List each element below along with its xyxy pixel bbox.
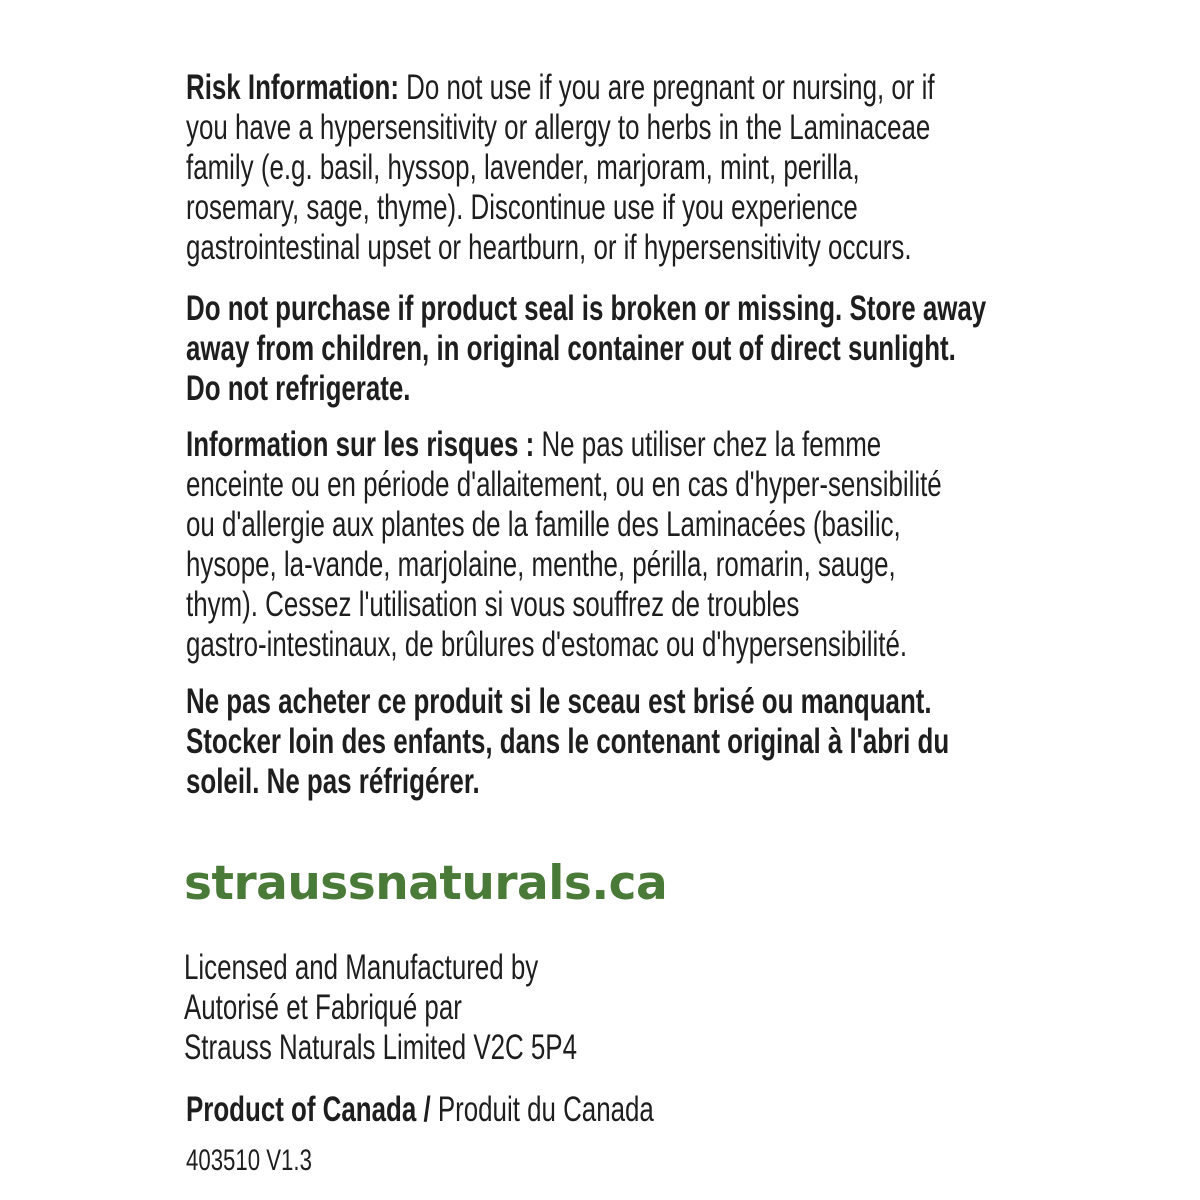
product-origin: [186, 1090, 818, 1130]
manufacturer-line: Strauss Naturals Limited V2C 5P4: [184, 1028, 577, 1067]
warning-text-line: soleil. Ne pas réfrigérer.: [186, 762, 480, 801]
risk-text-line: ou d'allergie aux plantes de la famille des Laminacées (basilic,: [186, 505, 901, 544]
warning-text-line: Stocker loin des enfants, dans le contenant original à l'abri du: [186, 722, 950, 761]
risk-information-en: [186, 68, 1198, 268]
storage-warning-en: [186, 289, 1200, 409]
risk-text-line: enceinte ou en période d'allaitement, ou en cas d'hyper-sensibilité: [186, 465, 942, 504]
warning-text-line: Do not purchase if product seal is broken or missing. Store away: [186, 289, 987, 328]
risk-text-line: gastro-intestinaux, de brûlures d'estomac ou d'hypersensibilité.: [186, 625, 908, 664]
risk-text-line: rosemary, sage, thyme). Discontinue use if you experience: [186, 188, 858, 227]
product-code-text: 403510 V1.3: [186, 1144, 312, 1177]
origin-en: Product of Canada /: [186, 1090, 431, 1129]
storage-warning-fr: [186, 682, 1200, 802]
risk-text-line: you have a hypersensitivity or allergy to herbs in the Laminaceae: [186, 108, 931, 147]
warning-text-line: Ne pas acheter ce produit si le sceau est brisé ou manquant.: [186, 682, 932, 721]
origin-fr: Produit du Canada: [430, 1090, 654, 1129]
warning-text-line: Do not refrigerate.: [186, 369, 411, 408]
risk-text-line: hysope, la-vande, marjolaine, menthe, périlla, romarin, sauge,: [186, 545, 896, 584]
risk-heading-en: Risk Information:: [186, 68, 399, 107]
risk-text-line: Do not use if you are pregnant or nursing, or if: [398, 68, 935, 107]
warning-text-line: away from children, in original container out of direct sunlight.: [186, 329, 956, 368]
product-code: [186, 1143, 356, 1179]
risk-text-line: Ne pas utiliser chez la femme: [534, 425, 882, 464]
risk-text-line: thym). Cessez l'utilisation si vous souffrez de troubles: [186, 585, 800, 624]
risk-heading-fr: Information sur les risques :: [186, 425, 535, 464]
manufacturer-line: Licensed and Manufactured by: [184, 948, 539, 987]
risk-information-fr: [186, 425, 1200, 665]
manufacturer-info: [184, 948, 715, 1068]
risk-text-line: family (e.g. basil, hyssop, lavender, marjoram, mint, perilla,: [186, 148, 860, 187]
manufacturer-line: Autorisé et Fabriqué par: [184, 988, 462, 1027]
website-url: straussnaturals.ca: [184, 856, 668, 911]
risk-text-line: gastrointestinal upset or heartburn, or if hypersensitivity occurs.: [186, 228, 912, 267]
